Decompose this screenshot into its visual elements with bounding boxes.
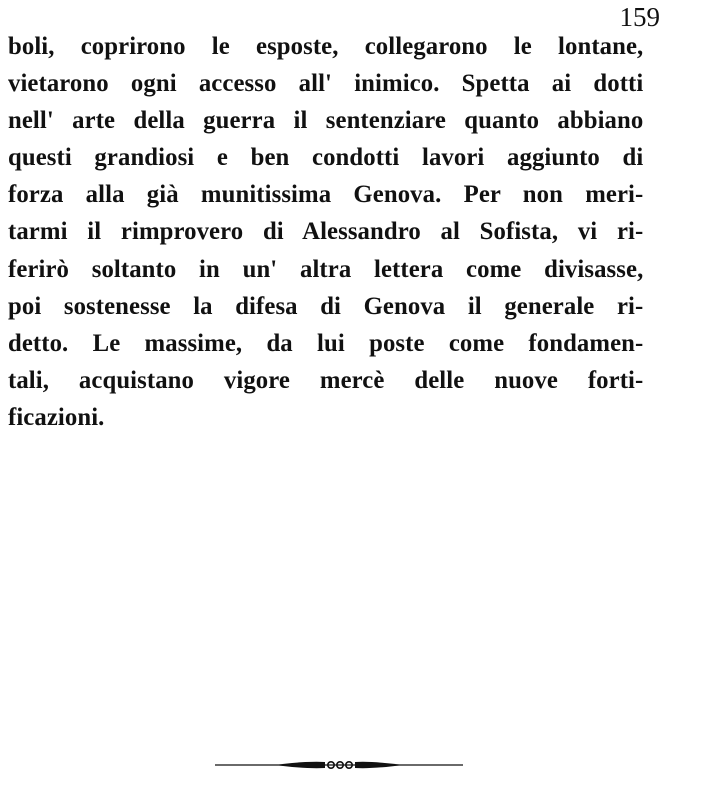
text-line: questi grandiosi e ben condotti lavori aggiunto di: [8, 142, 644, 172]
text-line: detto. Le massime, da lui poste come fondamen-: [8, 327, 644, 357]
end-ornament: [215, 758, 463, 772]
text-line: ferirò soltanto in un' altra lettera come divisasse,: [8, 253, 644, 283]
text-line: boli, coprirono le esposte, collegarono le lontane,: [8, 31, 644, 60]
text-line: poi sostenesse la difesa di Genova il generale ri-: [8, 290, 644, 320]
text-line: tarmi il rimprovero di Alessandro al Sofista, vi ri-: [8, 216, 644, 246]
page-number: 159: [619, 2, 660, 32]
text-line: ficazioni.: [8, 401, 105, 431]
text-line: forza alla già munitissima Genova. Per non meri-: [8, 179, 644, 209]
text-line: nell' arte della guerra il sentenziare quanto abbiano: [8, 105, 644, 135]
text-line: vietarono ogni accesso all' inimico. Spetta ai dotti: [8, 68, 644, 98]
text-line: tali, acquistano vigore mercè delle nuove forti-: [8, 364, 644, 394]
body-text: [8, 27, 663, 435]
